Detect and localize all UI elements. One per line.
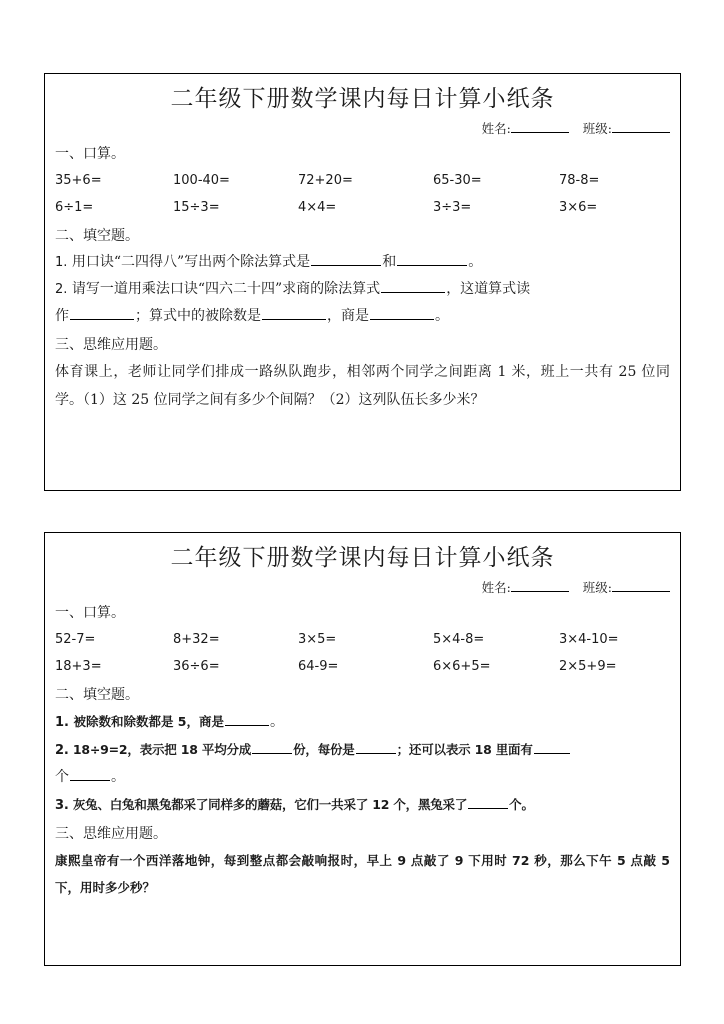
- fill-blank-question-2-3: [55, 791, 670, 819]
- question-text: 18÷9=2，表示把 18 平均分成: [72, 742, 252, 757]
- answer-blank[interactable]: [70, 766, 110, 781]
- question-text: 作: [55, 308, 69, 324]
- question-text: ，商是: [327, 308, 369, 324]
- class-label-1: 班级:: [582, 121, 612, 136]
- worksheet-title-2: 二年级下册数学课内每日计算小纸条: [170, 545, 555, 571]
- calc-problem: 6×6+5=: [433, 659, 491, 674]
- worksheet-card-1: [44, 73, 681, 491]
- section-heading-oral-calc-1: 一、口算。: [55, 146, 125, 162]
- calc-problem: 3×6=: [559, 200, 598, 215]
- calc-problem: 15÷3=: [173, 200, 220, 215]
- worksheet-meta-2: [55, 578, 670, 598]
- question-text: 灰兔、白兔和黑兔都采了同样多的蘑菇，它们一共采了 12 个，黑兔采了: [72, 797, 468, 812]
- calc-problem: 2×5+9=: [559, 659, 617, 674]
- answer-blank[interactable]: [262, 305, 326, 320]
- answer-blank[interactable]: [397, 251, 467, 266]
- question-text: 用口诀“二四得八”写出两个除法算式是: [71, 254, 311, 270]
- question-text: 。: [435, 308, 449, 324]
- worksheet-body-1: [45, 74, 680, 490]
- section-heading-fill-blank-2: 二、填空题。: [55, 687, 139, 703]
- answer-blank[interactable]: [225, 711, 269, 726]
- calc-problem: 64-9=: [298, 659, 339, 674]
- question-text: 和: [382, 254, 397, 270]
- question-number: 1.: [55, 255, 68, 270]
- question-text: 。: [111, 769, 125, 785]
- worksheet-title-1: 二年级下册数学课内每日计算小纸条: [170, 86, 555, 112]
- section-heading-oral-calc-2: 一、口算。: [55, 605, 125, 621]
- section-heading-fill-blank-1: 二、填空题。: [55, 228, 139, 244]
- fill-blank-question-1-2a: [55, 276, 670, 303]
- word-problem-text-1: 体育课上，老师让同学们排成一路纵队跑步，相邻两个同学之间距离 1 米，班上一共有 25 位同学。（1）这 25 位同学之间有多少个间隔？（2）这列队伍长多少米？: [55, 364, 670, 408]
- question-text: ，这道算式读: [446, 281, 531, 297]
- calc-problem: 8+32=: [173, 632, 220, 647]
- name-label-2: 姓名:: [481, 580, 511, 595]
- calc-problem: 4×4=: [298, 200, 337, 215]
- name-blank-2[interactable]: [511, 591, 569, 592]
- fill-blank-question-1-1: [55, 249, 670, 276]
- calc-problem: 100-40=: [173, 173, 230, 188]
- calc-problem: 36÷6=: [173, 659, 220, 674]
- calc-problem: 3÷3=: [433, 200, 472, 215]
- answer-blank[interactable]: [370, 305, 434, 320]
- question-text: 份，每份是: [293, 742, 355, 757]
- question-text: 被除数和除数都是 5，商是: [73, 714, 224, 729]
- answer-blank[interactable]: [252, 739, 292, 754]
- word-problem-text-2: 康熙皇帝有一个西洋落地钟，每到整点都会敲响报时，早上 9 点敲了 9 下用时 72 秒，那么下午 5 点敲 5 下，用时多少秒？: [55, 853, 670, 895]
- answer-blank[interactable]: [70, 305, 134, 320]
- question-text: 个: [55, 769, 69, 785]
- name-label-1: 姓名:: [481, 121, 511, 136]
- calc-problem: 72+20=: [298, 173, 353, 188]
- class-label-2: 班级:: [582, 580, 612, 595]
- worksheet-card-2: [44, 532, 681, 966]
- fill-blank-question-2-2b: [55, 764, 670, 791]
- question-number: 1.: [55, 715, 69, 730]
- calc-problem: 3×5=: [298, 632, 337, 647]
- calc-problem: 5×4-8=: [433, 632, 485, 647]
- class-blank-1[interactable]: [612, 132, 670, 133]
- answer-blank[interactable]: [381, 278, 445, 293]
- calc-row-1-1: [55, 167, 670, 194]
- calc-problem: 65-30=: [433, 173, 482, 188]
- calc-problem: 3×4-10=: [559, 632, 619, 647]
- calc-row-1-2: [55, 194, 670, 221]
- question-text: ；还可以表示 18 里面有: [396, 742, 533, 757]
- answer-blank[interactable]: [468, 794, 508, 809]
- name-blank-1[interactable]: [511, 132, 569, 133]
- answer-blank[interactable]: [534, 739, 570, 754]
- answer-blank[interactable]: [356, 739, 396, 754]
- calc-problem: 35+6=: [55, 173, 102, 188]
- calc-problem: 6÷1=: [55, 200, 94, 215]
- question-text: 个。: [509, 797, 534, 812]
- question-number: 2.: [55, 282, 68, 297]
- section-heading-word-problem-1: 三、思维应用题。: [55, 337, 167, 353]
- question-text: 请写一道用乘法口诀“四六二十四”求商的除法算式: [71, 281, 381, 297]
- question-text: 。: [270, 714, 284, 730]
- calc-problem: 78-8=: [559, 173, 600, 188]
- question-text: ；算式中的被除数是: [135, 308, 261, 324]
- fill-blank-question-1-2b: [55, 303, 670, 330]
- calc-problem: 18+3=: [55, 659, 102, 674]
- fill-blank-question-2-1: [55, 708, 670, 736]
- answer-blank[interactable]: [311, 251, 381, 266]
- question-text: 。: [468, 254, 483, 270]
- section-heading-word-problem-2: 三、思维应用题。: [55, 826, 167, 842]
- question-number: 3.: [55, 798, 69, 813]
- worksheet-meta-1: [55, 119, 670, 139]
- calc-row-2-1: [55, 626, 670, 653]
- calc-problem: 52-7=: [55, 632, 96, 647]
- calc-row-2-2: [55, 653, 670, 680]
- question-number: 2.: [55, 743, 69, 758]
- worksheet-body-2: [45, 533, 680, 965]
- fill-blank-question-2-2a: [55, 736, 670, 764]
- class-blank-2[interactable]: [612, 591, 670, 592]
